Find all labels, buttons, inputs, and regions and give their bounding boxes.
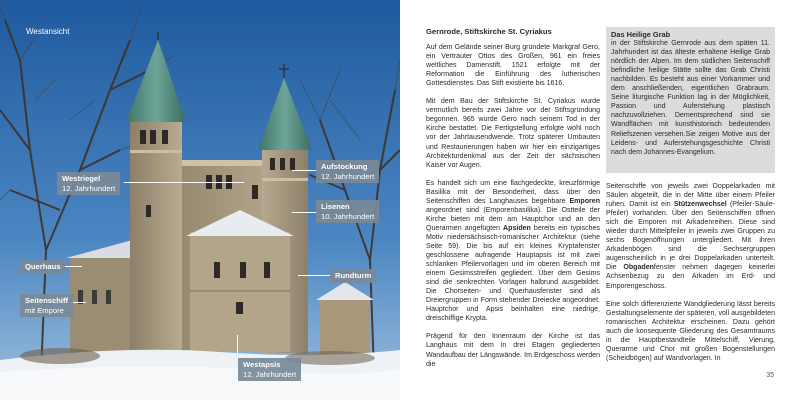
label-westriegel — [57, 172, 120, 195]
label-westriegel-sub: 12. Jahrhundert — [62, 183, 116, 193]
paragraph-basilica-part3: bereits ein typisches Motiv niedersächsisch-romanischer Architektur (siehe Seite 59). Die bis auf ein kleines Kryptafenster geschlossene aufragende Hauptapsis ist mit zwei schlanken Pfeilervorlagen und im oberen Bereich mit einem Gesimsstreifen gegliedert. Über dem Gesims sind die senkrechten Vorlagen halbrund ausgebildet. Die Chorseiten- und Querhausfenster sind als Dreiergruppen in Form stehender Dreiecke angeordnet. Hauptchor und Apsis beinhalten eine niedrige, dreischiffige Krypta. — [426, 224, 600, 323]
paragraph-support-part1: Seitenschiffe von jeweils zwei Doppelarkaden mit Säulen abgeteilt, die in der Mitte über einem Pfeiler ruhen. Damit ist ein — [606, 183, 775, 209]
paragraph-construction: Mit dem Bau der Stiftskirche St. Cyriakus wurde vermutlich bereits zwei Jahre vor der Stiftsgründung begonnen. 965 wurde Gero nach seinem Tod in der Kirche bestattet. Die Fertigstellung erfolgte wohl noch vor der Jahrtausendwende. Trotz späterer Umbauten und Restaurierungen haben wir hier ein einzigartiges Architekturdenkmal aus der Zeit der sächsischen Kaiser vor Augen. — [426, 98, 600, 169]
paragraph-support-part3: fenster nehmen dagegen keinerlei Achsenbezug zu den Arkaden im Erd- und Emporengeschoss. — [606, 264, 775, 290]
text-column-right — [606, 182, 775, 363]
paragraph-basilica-part2: angeordnet sind (Emporenbasilika). Die Ostteile der Kirche bieten mit dem am Hauptchor und an den Querarmen angefügten — [426, 206, 600, 232]
paragraph-support-change — [606, 182, 775, 291]
leader-aufstockung — [292, 170, 316, 171]
label-rundturm-title: Rundturm — [335, 271, 372, 280]
info-box-holy-grave — [606, 27, 775, 173]
label-rundturm — [330, 269, 376, 283]
photo-caption — [26, 27, 69, 37]
paragraph-wall-structure: Eine solch differenzierte Wandgliederung lässt bereits Gestaltungselemente der späteren, voll ausgebildeten romanischen Architektur erscheinen. Dazu gehört auch die konsequente Gliederung des Gesamtraums in die Hauptbestandteile Mittelschiff, Vierung, Querarme und Chor mit großen Bogenstellungen (Scheidbögen) auf Wandvorlagen. In — [606, 300, 775, 362]
photo-caption-text: Westansicht — [26, 27, 70, 36]
text-page — [400, 0, 800, 400]
label-lisenen — [316, 200, 379, 223]
leader-lisenen — [292, 212, 316, 213]
leader-westriegel — [124, 182, 244, 183]
leader-westapsis — [237, 335, 238, 359]
label-seitenschiff-sub: mit Empore — [25, 305, 64, 315]
label-aufstockung-title: Aufstockung — [321, 162, 368, 171]
paragraph-interior: Prägend für den Innenraum der Kirche ist das Langhaus mit dem in drei Etagen gegliederten Wandaufbau der Längswände. Im Erdgeschoss werden die — [426, 333, 600, 368]
paragraph-basilica — [426, 179, 600, 324]
term-emporen: Emporen — [569, 197, 600, 205]
label-aufstockung — [316, 160, 379, 183]
paragraph-basilica-part1: Es handelt sich um eine flachgedeckte, kreuzförmige Basilika mit der Besonderheit, dass über den Seitenschiffen des Langhauses begehbare — [426, 179, 600, 205]
info-box-title: Das Heilige Grab — [611, 30, 671, 39]
label-westapsis — [238, 358, 301, 381]
label-aufstockung-sub: 12. Jahrhundert — [321, 171, 375, 181]
page-number: 35 — [766, 372, 774, 379]
text-column-left — [426, 27, 600, 369]
term-obgaden: Obgaden — [623, 264, 654, 272]
label-westriegel-title: Westriegel — [62, 174, 101, 183]
label-querhaus — [20, 260, 65, 274]
paragraph-foundation: Auf dem Gelände seiner Burg gründete Markgraf Gero, ein Vertrauter Ottos des Großen, 961 ein freies weltliches Damenstift. 1521 erfolgte mit der Reformation die Einführung des lutherischen Gottesdienstes. Das Stift existierte bis 1616. — [426, 44, 600, 88]
leader-rundturm — [298, 275, 330, 276]
label-lisenen-title: Lisenen — [321, 202, 350, 211]
info-box-text: in der Stiftskirche Gernrode aus dem späten 11. Jahrhundert ist das älteste erhaltene Heilige Grab nördlich der Alpen. Im dem südlichen Seitenschiff befindliche heilige Stätte sollte das Grab Christi nachbilden. Es besteht aus einer Vorkammer und dem anschließenden, eigentlichen Grabraum. Seine liturgische Funktion lag in der Möglichkeit, Passion und Auferstehung plastisch nachzuvollziehen. Dementsprechend sind sie Wandflächen mit kunsthistorisch bedeutenden Reliefszenen versehen.Sie zeigen Motive aus der Leidens- und Auferstehungsgeschichte Christi nach dem Johannes-Evangelium. — [611, 40, 770, 156]
label-querhaus-title: Querhaus — [25, 262, 61, 271]
label-lisenen-sub: 10. Jahrhundert — [321, 211, 375, 221]
label-seitenschiff-title: Seitenschiff — [25, 296, 69, 305]
term-stuetzenwechsel: Stützenwechsel — [673, 201, 727, 209]
term-apsiden: Apsiden — [503, 224, 531, 232]
label-seitenschiff — [20, 294, 73, 317]
label-westapsis-sub: 12. Jahrhundert — [243, 369, 297, 379]
paragraph-support-part2: (Pfeiler-Säule-Pfeiler) vorhanden. Über den Seitenschiffen öffnen sich die Emporen mit Arkadenreihen. Diese sind wieder durch Mittelpfeiler in jeweils zwei Gruppen zu sechs Bogenöffnungen untergliedert. Mit ihren Arkadenbögen sind die Sechsergruppen augenscheinlich in je drei Doppelarkaden unterteilt. Die — [606, 201, 775, 272]
label-westapsis-title: Westapsis — [243, 360, 281, 369]
article-heading: Gernrode, Stiftskirche St. Cyriakus — [426, 27, 552, 36]
